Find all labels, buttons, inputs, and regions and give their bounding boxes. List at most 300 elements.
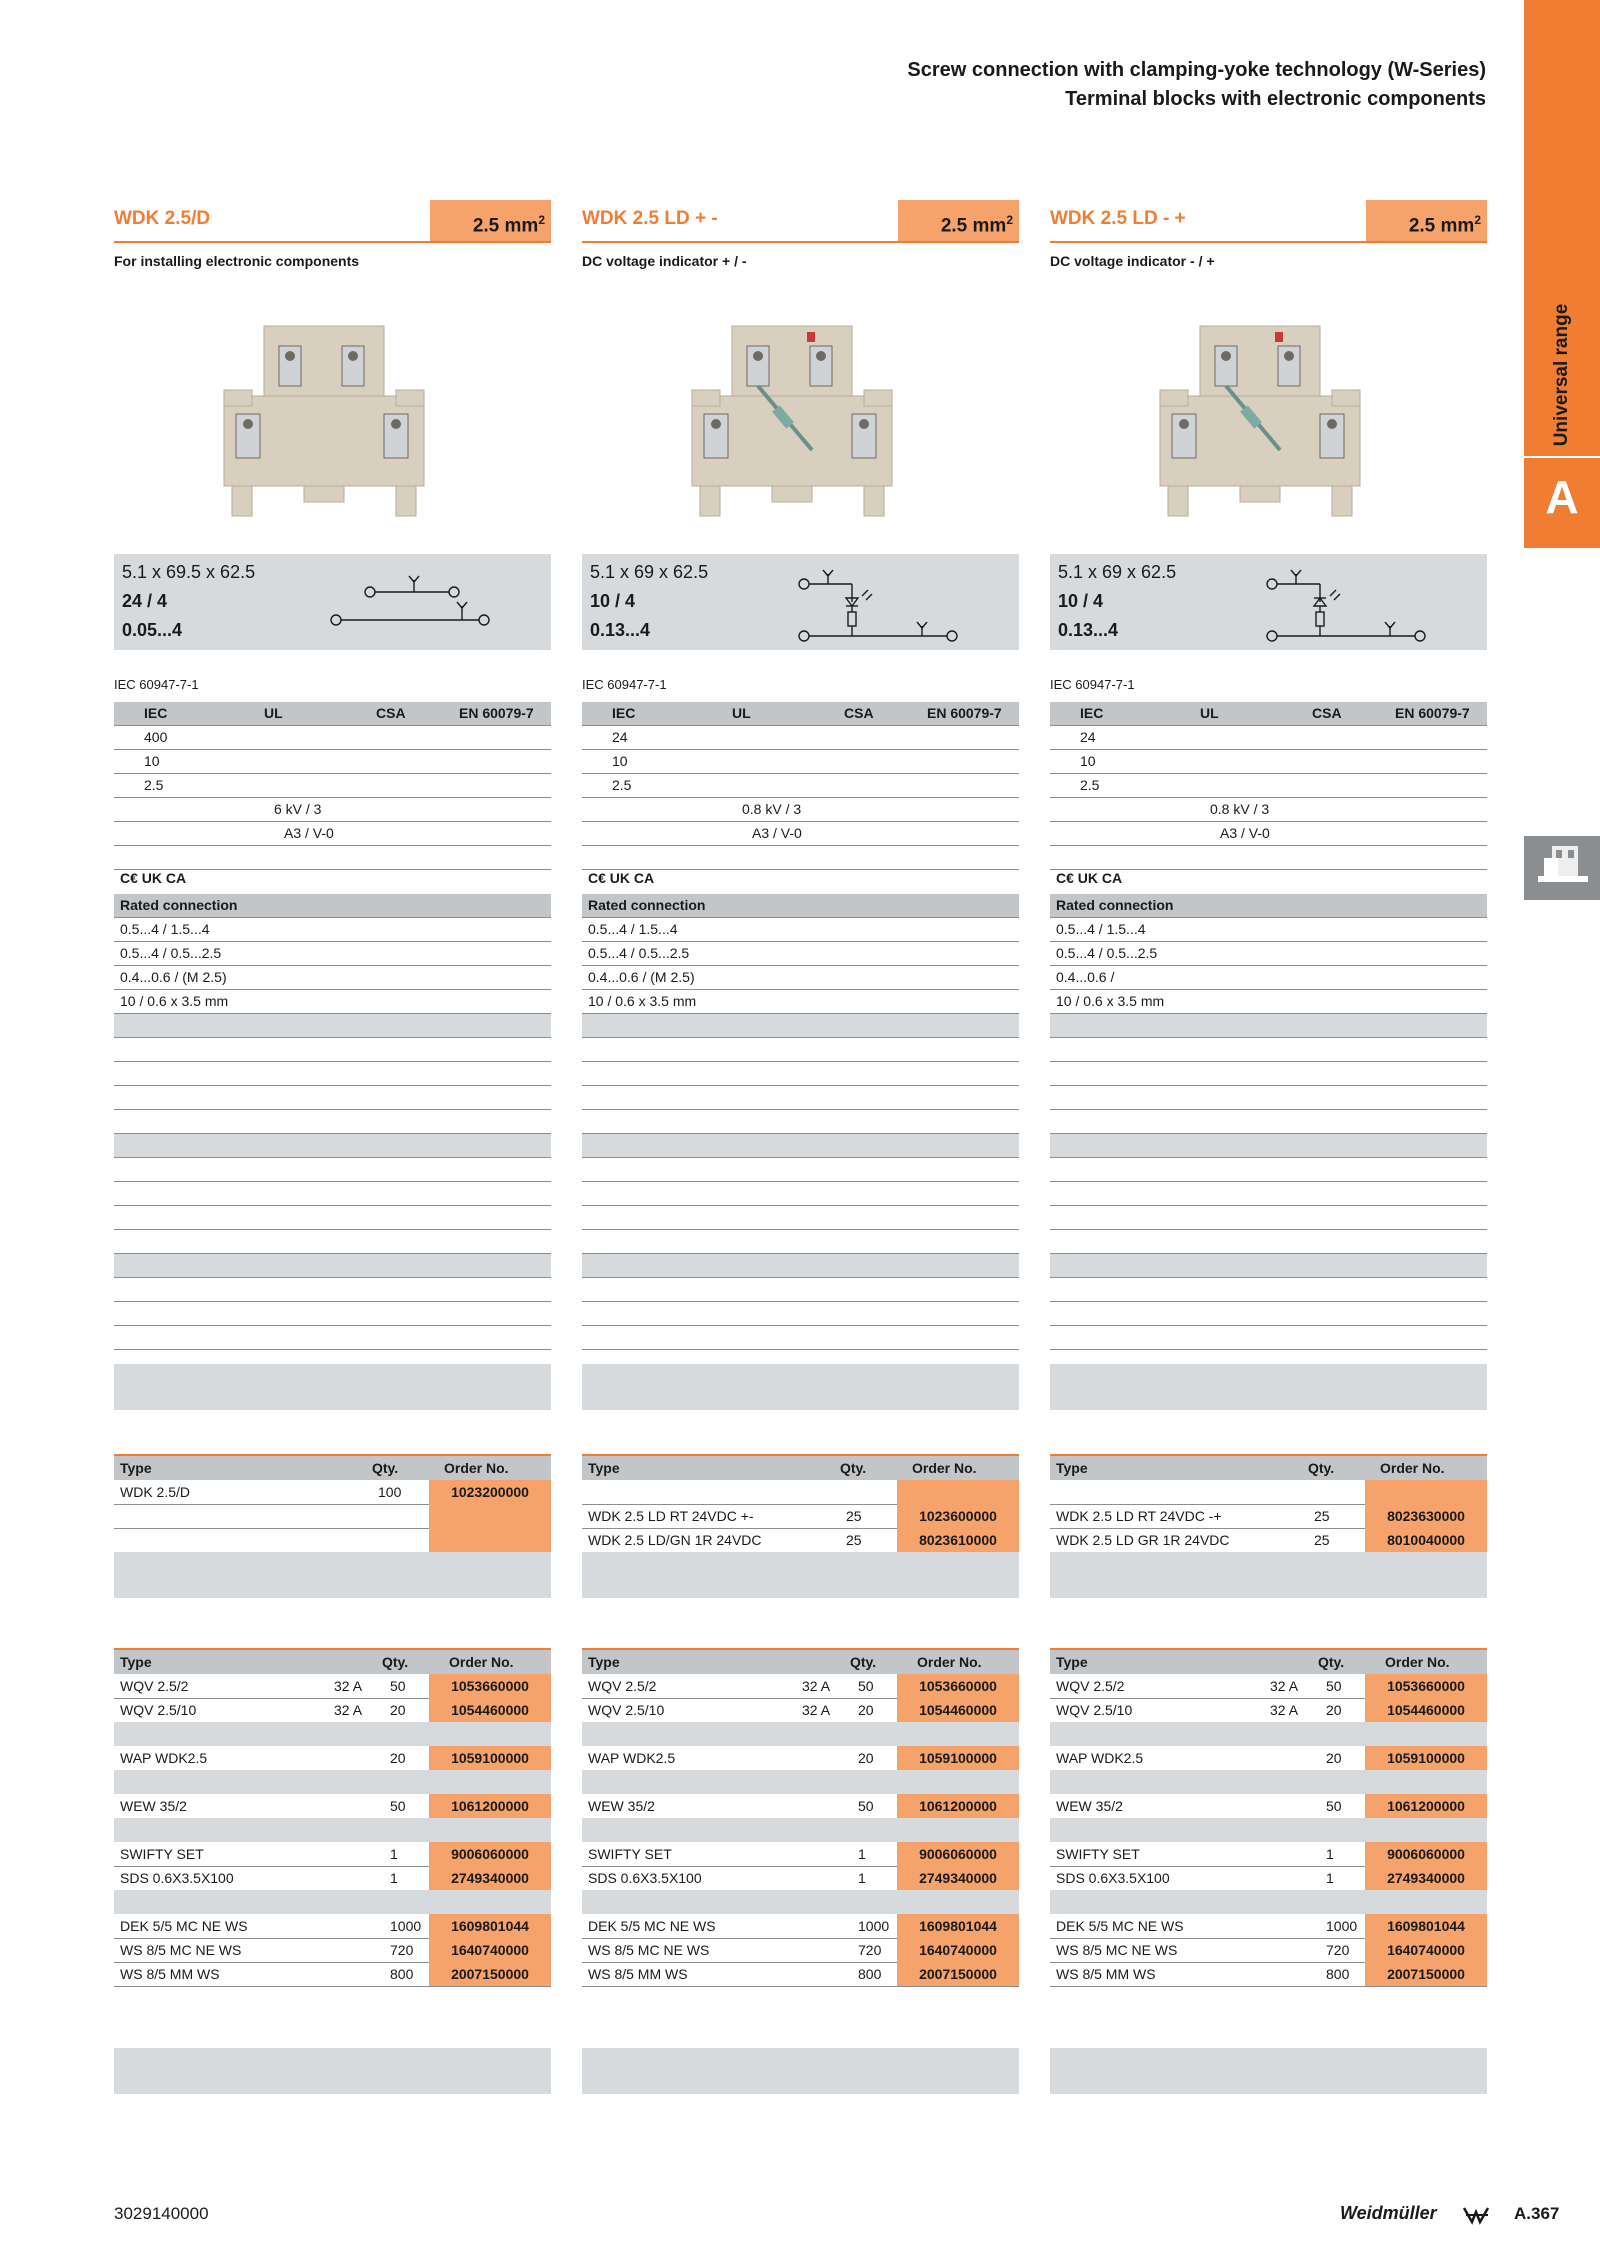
terminal-block-image (582, 310, 1019, 550)
accessory-order-number: 9006060000 (429, 1842, 551, 1866)
accessory-group-separator (114, 1770, 551, 1794)
certification-header (1050, 702, 1487, 726)
accessory-group-separator (114, 1890, 551, 1914)
connection-row (114, 942, 551, 966)
spec-row (582, 1110, 1019, 1134)
certification-header (114, 702, 551, 726)
flame-value: A3 / V-0 (752, 825, 802, 841)
order-table-header (582, 1454, 1019, 1480)
accessory-qty: 1 (390, 1870, 398, 1886)
section-tab-text: Universal range (1551, 303, 1572, 447)
accessory-qty: 50 (1326, 1678, 1342, 1694)
accessory-row (582, 1698, 1019, 1723)
spacer-row (582, 846, 1019, 870)
spacer-row (114, 846, 551, 870)
dimensions-box (1050, 554, 1487, 650)
accessory-qty: 800 (858, 1966, 882, 1982)
rating-row (114, 726, 551, 750)
cross-section-exponent: 2 (1006, 213, 1013, 227)
header-line-2: Terminal blocks with electronic components (1065, 88, 1486, 110)
order-header-qty: Qty. (840, 1460, 867, 1476)
accessory-row (114, 1674, 551, 1699)
certification-header (582, 702, 1019, 726)
circuit-diagram (314, 554, 551, 650)
accessory-order-number: 2007150000 (897, 1962, 1019, 1986)
spec-group-header (1050, 1254, 1487, 1278)
connection-row (1050, 966, 1487, 990)
spec-row (114, 1326, 551, 1350)
accessory-qty: 20 (390, 1750, 406, 1766)
accessory-type: WS 8/5 MC NE WS (120, 1942, 242, 1958)
spec-row (114, 1110, 551, 1134)
order-number: 8023610000 (897, 1528, 1019, 1552)
standard-label: IEC 60947-7-1 (114, 677, 199, 692)
product-column (582, 200, 1019, 2100)
accessory-type: SWIFTY SET (1056, 1846, 1140, 1862)
accessory-group-separator (1050, 1722, 1487, 1746)
accessory-order-number: 2749340000 (1365, 1866, 1487, 1890)
ce-ukca-mark: C€ UK CA (588, 870, 655, 886)
accessory-row (1050, 1962, 1487, 1987)
accessory-qty: 800 (1326, 1966, 1350, 1982)
rating-value: 400 (144, 729, 168, 745)
accessory-row (1050, 1794, 1487, 1819)
accessory-row (1050, 1842, 1487, 1867)
order-row (114, 1528, 551, 1553)
rating-value: 10 (612, 753, 628, 769)
product-title-row (114, 200, 551, 243)
product-photo (1050, 310, 1487, 550)
connection-row (582, 918, 1019, 942)
connection-row (582, 990, 1019, 1014)
order-row (1050, 1504, 1487, 1529)
product-subtitle: DC voltage indicator + / - (582, 253, 747, 269)
document-number: 3029140000 (114, 2204, 209, 2223)
accessory-header-qty: Qty. (1318, 1654, 1345, 1670)
accessory-qty: 1 (858, 1846, 866, 1862)
spec-row (1050, 1158, 1487, 1182)
accessory-order-number: 1059100000 (897, 1746, 1019, 1770)
spec-footer-band (1050, 1364, 1487, 1410)
spec-row (1050, 1230, 1487, 1254)
accessory-order-number: 1053660000 (897, 1674, 1019, 1698)
spec-row (114, 1158, 551, 1182)
accessory-group-separator (114, 1818, 551, 1842)
accessory-order-number: 1061200000 (1365, 1794, 1487, 1818)
accessory-order-number: 2007150000 (1365, 1962, 1487, 1986)
accessory-type: SDS 0.6X3.5X100 (588, 1870, 702, 1886)
accessory-qty: 1000 (390, 1918, 422, 1934)
connection-value: 10 / 0.6 x 3.5 mm (588, 993, 697, 1009)
accessory-row (582, 1938, 1019, 1963)
cert-header-cell: IEC (1080, 705, 1104, 721)
product-photo (582, 310, 1019, 550)
connection-row (114, 990, 551, 1014)
packing-ratio: 24 / 4 (122, 591, 168, 611)
page-header (907, 56, 1486, 114)
order-table-header (1050, 1454, 1487, 1480)
accessory-group-separator (582, 1770, 1019, 1794)
accessory-row (114, 1866, 551, 1891)
connection-value: 10 / 0.6 x 3.5 mm (1056, 993, 1165, 1009)
accessory-row (114, 1698, 551, 1723)
accessory-qty: 50 (858, 1798, 874, 1814)
cert-header-cell: IEC (144, 705, 168, 721)
accessory-header-type: Type (588, 1654, 620, 1670)
accessory-type: WS 8/5 MM WS (120, 1966, 220, 1982)
section-tab-label (1524, 300, 1600, 450)
order-header-no: Order No. (912, 1460, 977, 1476)
order-header-qty: Qty. (1308, 1460, 1335, 1476)
spec-row (582, 1158, 1019, 1182)
accessory-type: WS 8/5 MM WS (1056, 1966, 1156, 1982)
accessory-order-number: 1059100000 (429, 1746, 551, 1770)
accessory-type: WQV 2.5/2 (1056, 1678, 1125, 1694)
accessory-qty: 800 (390, 1966, 414, 1982)
order-row (1050, 1480, 1487, 1505)
order-qty: 100 (378, 1484, 402, 1500)
spec-footer-band (582, 1364, 1019, 1410)
rating-value: 2.5 (144, 777, 164, 793)
accessory-order-number: 1054460000 (429, 1698, 551, 1722)
terminal-block-image (1050, 310, 1487, 550)
accessory-qty: 50 (390, 1798, 406, 1814)
order-type: WDK 2.5/D (120, 1484, 191, 1500)
cross-section-badge (430, 200, 551, 241)
rating-value: 10 (1080, 753, 1096, 769)
standard-label: IEC 60947-7-1 (1050, 677, 1135, 692)
accessory-table-header (582, 1648, 1019, 1674)
surge-value: 6 kV / 3 (274, 801, 322, 817)
spec-group-header (1050, 1014, 1487, 1038)
accessory-order-number: 1061200000 (429, 1794, 551, 1818)
accessory-row (582, 1746, 1019, 1771)
rating-row (114, 750, 551, 774)
product-subtitle: DC voltage indicator - / + (1050, 253, 1215, 269)
order-qty: 25 (846, 1508, 862, 1524)
order-number: 8023630000 (1365, 1504, 1487, 1528)
spec-row (1050, 1302, 1487, 1326)
spec-row (114, 1038, 551, 1062)
accessory-order-number: 1609801044 (1365, 1914, 1487, 1938)
spec-row (582, 1302, 1019, 1326)
spec-row (114, 1086, 551, 1110)
rating-value: 10 (144, 753, 160, 769)
spec-group-header (582, 1134, 1019, 1158)
order-type: WDK 2.5 LD RT 24VDC +- (588, 1508, 754, 1524)
flame-row (582, 822, 1019, 846)
product-column (114, 200, 551, 2100)
accessory-type: SWIFTY SET (120, 1846, 204, 1862)
accessory-header-qty: Qty. (382, 1654, 409, 1670)
rating-row (582, 726, 1019, 750)
dimensions: 5.1 x 69 x 62.5 (1058, 562, 1177, 582)
accessory-qty: 20 (858, 1750, 874, 1766)
accessory-extra: 32 A (1270, 1702, 1299, 1718)
connection-row (1050, 918, 1487, 942)
accessory-row (582, 1962, 1019, 1987)
connection-row (1050, 990, 1487, 1014)
accessory-type: WAP WDK2.5 (1056, 1750, 1144, 1766)
accessory-group-separator (1050, 1818, 1487, 1842)
rated-connection-label: Rated connection (120, 897, 238, 913)
circuit-diagram (1250, 554, 1487, 650)
section-tab-divider (1524, 456, 1600, 458)
accessory-type: WS 8/5 MM WS (588, 1966, 688, 1982)
cross-section-value: 2.5 mm (472, 215, 539, 237)
accessory-row (1050, 1674, 1487, 1699)
spec-row (114, 1278, 551, 1302)
order-type: WDK 2.5 LD GR 1R 24VDC (1056, 1532, 1230, 1548)
accessory-qty: 1 (858, 1870, 866, 1886)
flame-row (114, 822, 551, 846)
accessory-qty: 1000 (1326, 1918, 1358, 1934)
accessory-type: WEW 35/2 (120, 1798, 187, 1814)
product-title: WDK 2.5/D (114, 208, 211, 229)
accessory-type: WEW 35/2 (1056, 1798, 1123, 1814)
rating-value: 24 (612, 729, 628, 745)
order-row (114, 1480, 551, 1505)
cert-header-cell: IEC (612, 705, 636, 721)
order-qty: 25 (1314, 1532, 1330, 1548)
accessory-header-qty: Qty. (850, 1654, 877, 1670)
accessory-group-separator (1050, 1890, 1487, 1914)
order-qty: 25 (1314, 1508, 1330, 1524)
brand-mark-icon (1462, 2204, 1492, 2231)
accessory-header-no: Order No. (449, 1654, 514, 1670)
order-header-no: Order No. (1380, 1460, 1445, 1476)
spec-row (582, 1086, 1019, 1110)
spec-group-header (114, 1134, 551, 1158)
rating-value: 2.5 (612, 777, 632, 793)
accessory-row (582, 1794, 1019, 1819)
accessory-order-number: 1061200000 (897, 1794, 1019, 1818)
connection-value: 0.5...4 / 0.5...2.5 (120, 945, 222, 961)
dimensions: 5.1 x 69.5 x 62.5 (122, 562, 256, 582)
accessory-order-number: 1054460000 (1365, 1698, 1487, 1722)
accessory-order-number: 9006060000 (897, 1842, 1019, 1866)
accessory-extra: 32 A (802, 1678, 831, 1694)
spec-row (1050, 1182, 1487, 1206)
order-type: WDK 2.5 LD RT 24VDC -+ (1056, 1508, 1222, 1524)
connection-row (114, 918, 551, 942)
accessory-qty: 50 (1326, 1798, 1342, 1814)
circuit-diagram (782, 554, 1019, 650)
accessory-table-header (114, 1648, 551, 1674)
cert-header-cell: CSA (1312, 705, 1342, 721)
accessory-type: SWIFTY SET (588, 1846, 672, 1862)
accessory-header-type: Type (1056, 1654, 1088, 1670)
flame-value: A3 / V-0 (284, 825, 334, 841)
accessory-order-number: 9006060000 (1365, 1842, 1487, 1866)
rated-connection-header (114, 894, 551, 918)
spec-row (582, 1230, 1019, 1254)
accessory-type: WS 8/5 MC NE WS (588, 1942, 710, 1958)
product-title-row (1050, 200, 1487, 243)
accessory-type: DEK 5/5 MC NE WS (1056, 1918, 1184, 1934)
wire-range: 0.13...4 (590, 620, 651, 640)
accessory-extra: 32 A (802, 1702, 831, 1718)
spec-row (1050, 1086, 1487, 1110)
cert-header-cell: UL (1200, 705, 1219, 721)
product-column (1050, 200, 1487, 2100)
accessory-footer-band (114, 2048, 551, 2094)
surge-value: 0.8 kV / 3 (742, 801, 802, 817)
packing-ratio: 10 / 4 (1058, 591, 1104, 611)
accessory-row (1050, 1746, 1487, 1771)
accessory-type: WQV 2.5/10 (1056, 1702, 1133, 1718)
accessory-type: SDS 0.6X3.5X100 (1056, 1870, 1170, 1886)
spec-row (1050, 1206, 1487, 1230)
order-header-type: Type (588, 1460, 620, 1476)
cert-header-cell: EN 60079-7 (1395, 705, 1470, 721)
rated-connection-header (1050, 894, 1487, 918)
order-row (582, 1480, 1019, 1505)
accessory-qty: 20 (1326, 1750, 1342, 1766)
order-footer-band (582, 1552, 1019, 1598)
cert-header-cell: CSA (844, 705, 874, 721)
cross-section-badge (1366, 200, 1487, 241)
order-row (582, 1528, 1019, 1553)
product-title-row (582, 200, 1019, 243)
accessory-type: WQV 2.5/2 (120, 1678, 189, 1694)
accessory-order-number: 1053660000 (429, 1674, 551, 1698)
accessory-order-number: 2749340000 (897, 1866, 1019, 1890)
accessory-extra: 32 A (1270, 1678, 1299, 1694)
order-footer-band (1050, 1552, 1487, 1598)
ce-ukca-mark: C€ UK CA (1056, 870, 1123, 886)
rating-row (1050, 726, 1487, 750)
connection-value: 0.5...4 / 1.5...4 (588, 921, 678, 937)
spec-row (1050, 1326, 1487, 1350)
accessory-type: WEW 35/2 (588, 1798, 655, 1814)
order-table-header (114, 1454, 551, 1480)
spec-row (114, 1062, 551, 1086)
rating-value: 24 (1080, 729, 1096, 745)
order-number: 1023200000 (429, 1480, 551, 1504)
spec-group-header (1050, 1134, 1487, 1158)
order-row (114, 1504, 551, 1529)
cert-header-cell: UL (264, 705, 283, 721)
accessory-type: WQV 2.5/2 (588, 1678, 657, 1694)
accessory-row (114, 1938, 551, 1963)
order-number (429, 1504, 551, 1528)
accessory-footer-band (582, 2048, 1019, 2094)
accessory-order-number: 1640740000 (429, 1938, 551, 1962)
product-photo (114, 310, 551, 550)
accessory-qty: 20 (1326, 1702, 1342, 1718)
accessory-group-separator (114, 1722, 551, 1746)
cross-section-badge (898, 200, 1019, 241)
accessory-qty: 50 (390, 1678, 406, 1694)
spec-row (582, 1182, 1019, 1206)
dimensions: 5.1 x 69 x 62.5 (590, 562, 709, 582)
accessory-qty: 50 (858, 1678, 874, 1694)
accessory-type: WAP WDK2.5 (120, 1750, 208, 1766)
connection-value: 0.5...4 / 1.5...4 (120, 921, 210, 937)
spec-row (582, 1326, 1019, 1350)
accessory-qty: 720 (858, 1942, 882, 1958)
spec-group-header (582, 1014, 1019, 1038)
accessory-group-separator (582, 1722, 1019, 1746)
accessory-row (1050, 1866, 1487, 1891)
connection-value: 0.4...0.6 / (M 2.5) (120, 969, 227, 985)
page-number: A.367 (1514, 2204, 1560, 2223)
accessory-header-no: Order No. (917, 1654, 982, 1670)
connection-value: 0.4...0.6 / (1056, 969, 1115, 985)
accessory-order-number: 1059100000 (1365, 1746, 1487, 1770)
wire-range: 0.05...4 (122, 620, 183, 640)
order-row (1050, 1528, 1487, 1553)
surge-row (582, 798, 1019, 822)
spec-row (582, 1206, 1019, 1230)
connection-row (582, 942, 1019, 966)
accessory-header-no: Order No. (1385, 1654, 1450, 1670)
accessory-order-number: 1053660000 (1365, 1674, 1487, 1698)
accessory-order-number: 1054460000 (897, 1698, 1019, 1722)
cert-header-cell: EN 60079-7 (927, 705, 1002, 721)
connection-row (1050, 942, 1487, 966)
spacer-row (1050, 846, 1487, 870)
order-footer-band (114, 1552, 551, 1598)
accessory-row (1050, 1938, 1487, 1963)
accessory-row (114, 1962, 551, 1987)
spec-footer-band (114, 1364, 551, 1410)
order-number (429, 1528, 551, 1552)
order-qty: 25 (846, 1532, 862, 1548)
flame-value: A3 / V-0 (1220, 825, 1270, 841)
accessory-row (1050, 1698, 1487, 1723)
accessory-row (114, 1794, 551, 1819)
connection-value: 0.4...0.6 / (M 2.5) (588, 969, 695, 985)
header-line-1: Screw connection with clamping-yoke technology (W-Series) (907, 59, 1486, 81)
accessory-qty: 720 (390, 1942, 414, 1958)
accessory-table-header (1050, 1648, 1487, 1674)
rating-row (582, 774, 1019, 798)
order-header-no: Order No. (444, 1460, 509, 1476)
accessory-qty: 720 (1326, 1942, 1350, 1958)
spec-row (114, 1302, 551, 1326)
accessory-group-separator (1050, 1770, 1487, 1794)
accessory-type: DEK 5/5 MC NE WS (588, 1918, 716, 1934)
accessory-type: WAP WDK2.5 (588, 1750, 676, 1766)
dimensions-box (114, 554, 551, 650)
surge-value: 0.8 kV / 3 (1210, 801, 1270, 817)
order-header-qty: Qty. (372, 1460, 399, 1476)
order-row (582, 1504, 1019, 1529)
cross-section-value: 2.5 mm (940, 215, 1007, 237)
cross-section-exponent: 2 (1474, 213, 1481, 227)
accessory-qty: 20 (390, 1702, 406, 1718)
accessory-type: WQV 2.5/10 (588, 1702, 665, 1718)
cert-header-cell: EN 60079-7 (459, 705, 534, 721)
rated-connection-header (582, 894, 1019, 918)
section-tab (1524, 0, 1600, 548)
spec-row (1050, 1278, 1487, 1302)
product-subtitle: For installing electronic components (114, 253, 360, 269)
accessory-type: SDS 0.6X3.5X100 (120, 1870, 234, 1886)
flame-row (1050, 822, 1487, 846)
accessory-group-separator (582, 1890, 1019, 1914)
spec-group-header (582, 1254, 1019, 1278)
spec-row (1050, 1038, 1487, 1062)
spec-row (114, 1230, 551, 1254)
terminal-block-image (114, 310, 551, 550)
connection-row (114, 966, 551, 990)
product-title: WDK 2.5 LD + - (582, 208, 718, 229)
spec-row (1050, 1062, 1487, 1086)
spec-row (582, 1062, 1019, 1086)
